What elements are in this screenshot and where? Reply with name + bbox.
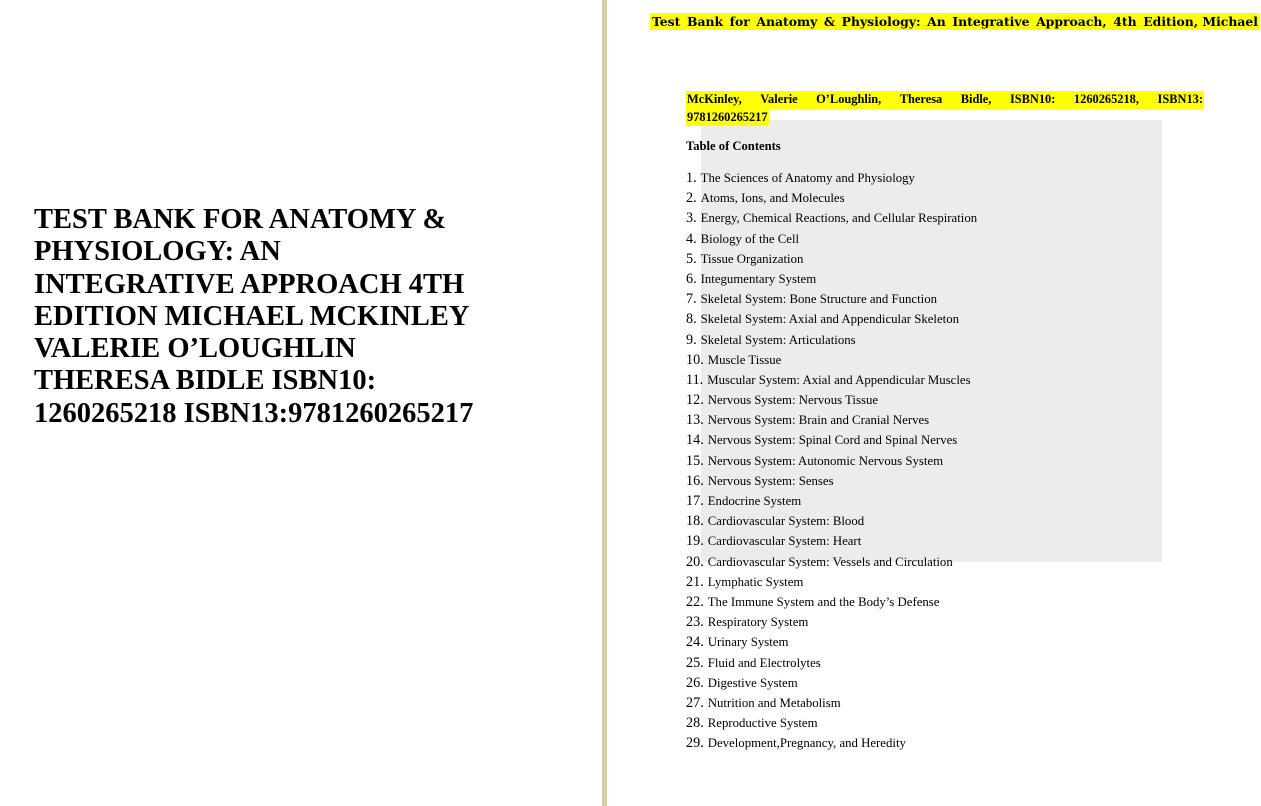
toc-item-title: Atoms, Ions, and Molecules	[700, 191, 845, 206]
toc-item-title: The Sciences of Anatomy and Physiology	[700, 171, 915, 185]
toc-item-title: Skeletal System: Articulations	[700, 332, 856, 347]
running-head-word: Test	[652, 14, 681, 29]
metadata-word: Theresa	[899, 92, 943, 106]
toc-heading: Table of Contents	[686, 139, 781, 153]
running-head	[650, 13, 1260, 30]
cover-title-line: PHYSIOLOGY: AN	[34, 236, 281, 268]
toc-item	[686, 653, 977, 673]
toc-item-number: 14.	[686, 432, 704, 449]
toc-item-number: 11.	[686, 371, 704, 388]
metadata-line-authors	[686, 91, 1204, 109]
toc-item	[686, 390, 977, 410]
toc-item-number: 7.	[686, 291, 697, 308]
toc-item-title: Reproductive System	[707, 716, 818, 731]
toc-item-number: 18.	[686, 513, 704, 530]
toc-item-number: 8.	[686, 311, 697, 328]
toc-item-number: 6.	[686, 270, 697, 287]
toc-item-number: 9.	[686, 331, 697, 348]
toc-item	[686, 612, 977, 632]
toc-item-number: 12.	[686, 392, 704, 409]
cover-title	[34, 204, 504, 430]
toc-item-number: 23.	[686, 614, 704, 631]
metadata-word: O’Loughlin,	[816, 92, 882, 106]
metadata-word: Bidle,	[960, 92, 992, 106]
toc-item	[686, 229, 977, 249]
metadata-line-isbn13: 9781260265217	[686, 109, 769, 127]
toc-item-title: Cardiovascular System: Vessels and Circulation	[707, 554, 953, 569]
toc-item-number: 21.	[686, 573, 704, 590]
toc-item-number: 26.	[686, 674, 704, 691]
toc-item	[686, 592, 977, 612]
metadata-word: 1260265218,	[1073, 92, 1139, 106]
cover-title-line: EDITION MICHAEL MCKINLEY	[34, 300, 470, 332]
toc-item-number: 3.	[686, 210, 697, 227]
toc-item	[686, 430, 977, 450]
toc-item-number: 5.	[686, 250, 697, 267]
toc-item-title: Muscular System: Axial and Appendicular Muscles	[707, 372, 971, 387]
toc-item-number: 28.	[686, 715, 704, 732]
toc-item-title: Nervous System: Spinal Cord and Spinal Nerves	[707, 433, 958, 448]
toc-item	[686, 531, 977, 551]
toc-item	[686, 410, 977, 430]
cover-title-line: VALERIE O’LOUGHLIN	[34, 333, 356, 365]
toc-item-number: 25.	[686, 654, 704, 671]
book-metadata	[686, 91, 1204, 126]
toc-item-number: 17.	[686, 493, 704, 509]
toc-item-title: Fluid and Electrolytes	[707, 655, 821, 670]
toc-item-title: Endocrine System	[707, 494, 802, 508]
toc-item	[686, 471, 977, 491]
toc-item-title: Cardiovascular System: Heart	[707, 534, 862, 549]
toc-item	[686, 491, 977, 511]
right-page	[607, 0, 1261, 806]
metadata-word: ISBN10:	[1009, 92, 1056, 106]
toc-item-number: 29.	[686, 735, 704, 752]
toc-item-number: 10.	[686, 351, 704, 368]
metadata-word: ISBN13:	[1157, 92, 1203, 106]
running-head-word: Edition, Michael	[1143, 14, 1258, 29]
toc-item-number: 15.	[686, 452, 704, 469]
toc-item-title: Nervous System: Autonomic Nervous System	[707, 453, 944, 468]
toc-item	[686, 733, 977, 753]
toc-item	[686, 188, 977, 208]
toc-item	[686, 168, 977, 188]
toc-item	[686, 269, 977, 289]
running-head-word: Anatomy	[756, 14, 818, 29]
toc-item-number: 16.	[686, 472, 704, 489]
running-head-word: 4th	[1113, 14, 1137, 29]
toc-item	[686, 249, 977, 269]
toc-item-title: Respiratory System	[707, 615, 809, 630]
toc-item	[686, 350, 977, 370]
running-head-word: An	[927, 14, 946, 29]
cover-title-line: 1260265218 ISBN13:9781260265217	[34, 397, 474, 429]
toc-item-number: 22.	[686, 593, 704, 610]
toc-item-title: Lymphatic System	[707, 574, 804, 589]
toc-item-title: Development,Pregnancy, and Heredity	[707, 736, 906, 751]
running-head-highlight	[650, 13, 1260, 30]
toc-item-title: Biology of the Cell	[700, 231, 800, 246]
toc-item-number: 2.	[686, 190, 697, 207]
toc-item	[686, 208, 977, 228]
toc-item	[686, 572, 977, 592]
toc-item	[686, 451, 977, 471]
toc-item-number: 19.	[686, 533, 704, 550]
toc-item	[686, 713, 977, 733]
toc-item-title: Skeletal System: Bone Structure and Function	[700, 292, 937, 307]
cover-title-line: THERESA BIDLE ISBN10:	[34, 365, 377, 397]
toc-item-title: Energy, Chemical Reactions, and Cellular Respiration	[700, 211, 978, 226]
toc-item	[686, 673, 977, 693]
toc-item-title: Cardiovascular System: Blood	[707, 514, 865, 529]
toc-item-title: Muscle Tissue	[707, 352, 782, 367]
table-of-contents	[686, 168, 977, 753]
toc-item-number: 27.	[686, 694, 704, 711]
toc-item-title: Nervous System: Senses	[707, 473, 834, 488]
toc-item	[686, 309, 977, 329]
toc-item	[686, 552, 977, 572]
toc-item	[686, 330, 977, 350]
toc-item-title: Digestive System	[707, 675, 798, 690]
toc-item	[686, 289, 977, 309]
toc-item-title: Nervous System: Nervous Tissue	[707, 393, 879, 408]
running-head-word: Integrative	[952, 14, 1030, 29]
toc-item	[686, 632, 977, 652]
toc-item-number: 4.	[686, 230, 697, 247]
toc-item-title: Urinary System	[707, 635, 789, 650]
toc-item-title: Tissue Organization	[700, 251, 804, 266]
toc-item-number: 20.	[686, 553, 704, 570]
metadata-word: McKinley,	[687, 92, 742, 106]
toc-item-number: 13.	[686, 412, 704, 429]
toc-item-title: Nervous System: Brain and Cranial Nerves	[707, 413, 930, 428]
toc-item-number: 1.	[686, 170, 697, 186]
running-head-word: Bank	[686, 14, 724, 29]
metadata-word: Valerie	[760, 92, 798, 106]
toc-item-title: Nutrition and Metabolism	[707, 695, 841, 710]
running-head-word: for	[729, 14, 750, 29]
toc-item-title: Skeletal System: Axial and Appendicular Skeleton	[700, 312, 960, 327]
toc-item-number: 24.	[686, 634, 704, 651]
cover-title-line: INTEGRATIVE APPROACH 4TH	[34, 268, 465, 300]
running-head-word: Approach,	[1036, 14, 1107, 29]
toc-item	[686, 511, 977, 531]
toc-item	[686, 370, 977, 390]
left-page	[0, 0, 602, 806]
running-head-word: Physiology:	[841, 14, 921, 29]
toc-item	[686, 693, 977, 713]
toc-item-title: Integumentary System	[700, 271, 817, 286]
cover-title-line: TEST BANK FOR ANATOMY &	[34, 204, 447, 235]
running-head-word: &	[823, 14, 836, 29]
toc-item-title: The Immune System and the Body’s Defense	[707, 594, 940, 609]
